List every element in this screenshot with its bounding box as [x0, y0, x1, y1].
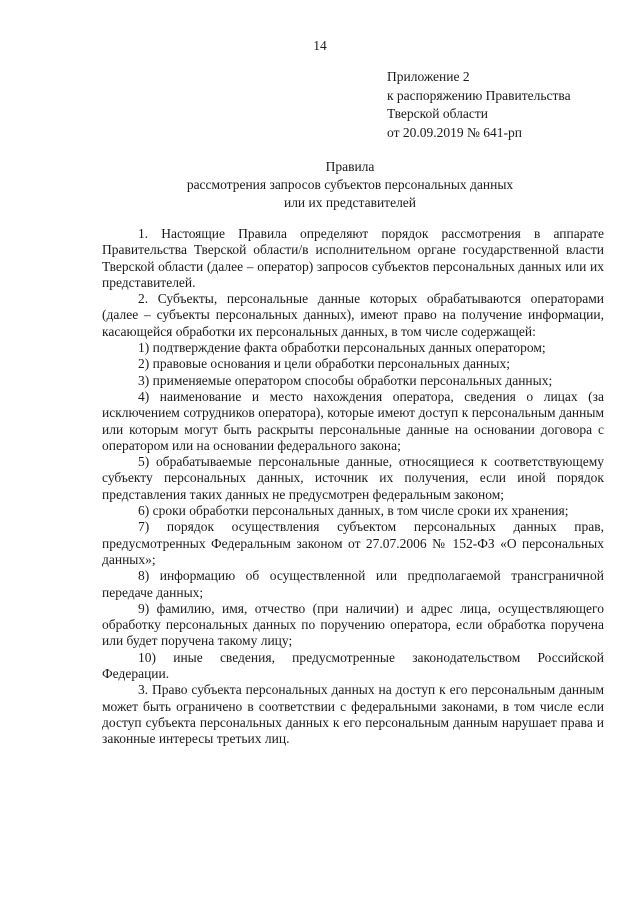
list-item: 5) обрабатываемые персональные данные, относящиеся к соответствующему субъекту персональных данных, источник их получения, если иной порядок представления таких данных не предусмотрен федеральным законом;	[102, 454, 604, 502]
list-item: 10) иные сведения, предусмотренные законодательством Российской Федерации.	[102, 649, 604, 682]
list-item: 6) сроки обработки персональных данных, в том числе сроки их хранения;	[138, 503, 569, 519]
list-item: 1) подтверждение факта обработки персональных данных оператором;	[138, 340, 546, 356]
list-item: 4) наименование и место нахождения оператора, сведения о лицах (за исключением сотрудников оператора), которые имеют доступ к персональным данным или которым могут быть раскрыты персональные данные на основании договора с оператором или на основании федерального закона;	[102, 388, 604, 453]
paragraph: 1. Настоящие Правила определяют порядок рассмотрения в аппарате Правительства Тверской области/в исполнительном органе государственной власти Тверской области (далее – оператор) запросов субъектов персональных данных или их представителей.	[102, 226, 604, 290]
list-item: 8) информацию об осуществленной или предполагаемой трансграничной передаче данных;	[102, 568, 604, 600]
document-body	[102, 226, 604, 748]
title-line: или их представителей	[283, 195, 417, 210]
page-number: 14	[313, 38, 327, 53]
document-title	[90, 158, 610, 212]
list-item: 9) фамилию, имя, отчество (при наличии) и адрес лица, осуществляющего обработку персональных данных по поручению оператора, если обработка поручена или будет поручена такому лицу;	[102, 600, 604, 649]
paragraph: 2. Субъекты, персональные данные которых обрабатываются операторами (далее – субъекты персональных данных), имеют право на получение информации, касающейся обработки их персональных данных, в том числе содержащей:	[102, 291, 604, 339]
title-line: рассмотрения запросов субъектов персональных данных	[186, 177, 514, 192]
list-item: 2) правовые основания и цели обработки персональных данных;	[138, 356, 510, 372]
paragraph: 3. Право субъекта персональных данных на доступ к его персональным данным может быть ограничено в соответствии с федеральными законами, в том числе если доступ субъекта персональных данных к его персональным данным нарушает права и законные интересы третьих лиц.	[102, 682, 604, 747]
appendix-header	[387, 68, 571, 142]
list-item: 3) применяемые оператором способы обработки персональных данных;	[138, 372, 553, 388]
appendix-date-line: от 20.09.2019 № 641-рп	[387, 124, 522, 140]
list-item: 7) порядок осуществления субъектом персональных данных прав, предусмотренных Федеральным законом от 27.07.2006 № 152-ФЗ «О персональных данных»;	[102, 519, 604, 567]
title-line: Правила	[325, 159, 375, 174]
appendix-line: Приложение 2	[387, 69, 470, 84]
appendix-line: к распоряжению Правительства	[387, 87, 571, 103]
appendix-line: Тверской области	[387, 106, 488, 121]
